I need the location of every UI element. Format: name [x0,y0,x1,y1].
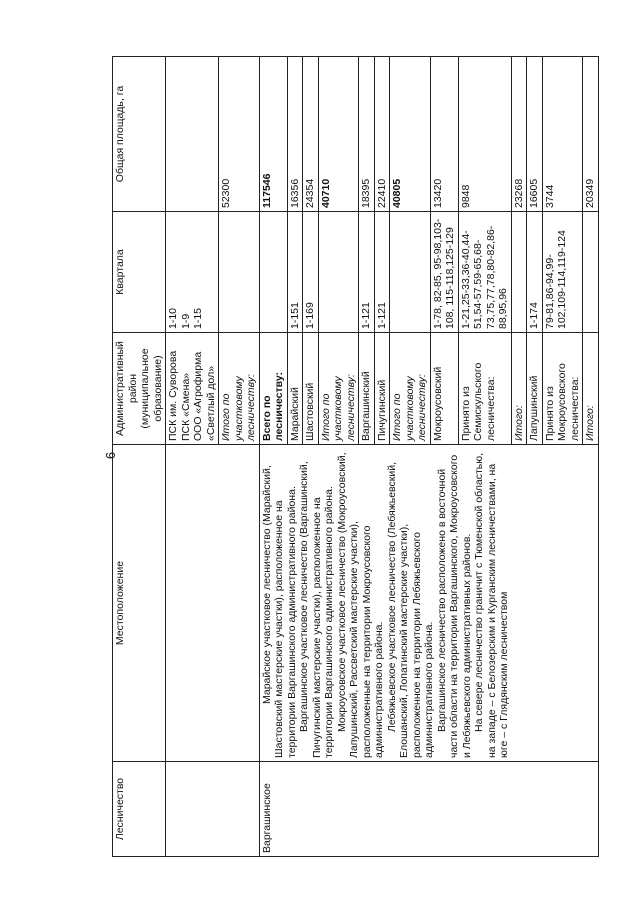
admin-name: Марайский [287,333,303,445]
quarters-value [583,212,599,333]
admin-itogo: Итого по участковому лесничеству: [390,333,431,445]
total-area: 117546 [259,57,287,212]
location-paragraph: Варгашинское участковое лесничество (Варгашинский, Пичугинский мастерские участки), расположенное на территории Варгашинского административного района. [298,461,335,758]
area-value: 22410 [374,57,390,212]
header-forestry: Лесничество [113,762,166,857]
location-paragraph: Варгашинское лесничество расположено в восточной части области на территории Варгашинского, Мокроусовского и Лебяжьевского административных районов. [435,454,473,758]
page-number: 6 [103,451,119,460]
area-value: 16356 [287,57,303,212]
area-value: 18395 [359,57,375,212]
quarters-value: 79-81,86-94,99-102,109-114,119-124 [542,212,583,333]
area-value: 23268 [511,57,527,212]
admin-name: Варгашинский [359,333,375,445]
location-paragraph: Лебяжьевское участковое лесничество (Лебяжьевский, Елошанский, Лопатинский мастерские участки), расположенное на территории Лебяжьевского административного района. [385,462,435,758]
admin-top-1: ПСК «Смена» [179,372,192,441]
admin-name: Шастовский [303,333,319,445]
header-location: Местоположение [113,445,166,762]
quarters-top-0: 1-10 [167,307,179,329]
area-value: 16605 [527,57,543,212]
area-itogo: 40710 [318,57,359,212]
location-paragraph: Марайское участковое лесничество (Марайский, Шастовский мастерские участки), расположенное на территории Варгашинского административного района. [260,465,298,758]
quarters-value [318,212,359,333]
quarters-value: 1-174 [527,212,543,333]
admin-top-0: ПСК им. Суворова [167,350,179,441]
total-label: Всего по лесничеству: [259,333,287,445]
quarters-value: 1-121 [374,212,390,333]
area-cell [166,57,219,212]
admin-itogo: Итого по участковому лесничеству: [318,333,359,445]
quarters-value: 1-121 [359,212,375,333]
quarters-value: 1-169 [303,212,319,333]
area-value: 13420 [430,57,458,212]
admin-cell [166,333,219,445]
admin-name: Лапушинский [527,333,543,445]
admin-name: Мокроусовский [430,333,458,445]
admin-name: Пичугинский [374,333,390,445]
area-value: 3744 [542,57,583,212]
table-row [166,57,219,857]
admin-itogo: Итого: [511,333,527,445]
quarters-value: 1-21,25-33,36-40,44-51,54-57,59-65,68-73,75,77,78,80-82,86-88,95,96 [458,212,511,333]
area-value: 20349 [583,57,599,212]
quarters-cell [166,212,219,333]
admin-name: Принято из Мокроусовского лесничества: [542,333,583,445]
table-row-total [259,57,287,857]
quarters-empty [219,212,260,333]
forestry-table [112,56,599,857]
quarters-value: 1-78, 82-85, 95-98,103-108, 115-118,125-129 [430,212,458,333]
area-value: 24354 [303,57,319,212]
quarters-value [511,212,527,333]
area-value: 9848 [458,57,511,212]
location-paragraph: На севере лесничество граничит с Тюменской областью, на западе – с Белозерским и Курганским лесничествами, на юге – с Глядянским лесничеством [473,452,510,758]
quarters-value [390,212,431,333]
header-quarters: Квартала [113,212,166,333]
area-itogo: 52300 [219,57,260,212]
admin-top-2: ООО «Агрофирма «Светлый дол» [192,351,217,441]
quarters-value: 1-151 [287,212,303,333]
admin-itogo: Итого: [583,333,599,445]
location-paragraph: Мокроусовское участковое лесничество (Мокроусовский, Лапушинский, Рассветский мастерские участки), расположенные на территории Мокроусовского административного района. [335,452,385,758]
forestry-cell-empty [166,762,260,857]
forestry-name: Варгашинское [259,762,598,857]
total-quarters [259,212,287,333]
area-itogo: 40805 [390,57,431,212]
rotated-table-wrapper [112,57,637,857]
quarters-top-2: 1-15 [192,307,204,329]
header-area: Общая площадь, га [113,57,166,212]
location-description [259,445,598,762]
admin-itogo: Итого по участковому лесничеству: [219,333,260,445]
header-admin: Административный район (муниципальное образование) [113,333,166,445]
quarters-top-1: 1-9 [179,313,192,329]
location-cell-empty [166,445,260,762]
admin-name: Принято из Семискульского лесничества: [458,333,511,445]
table-header-row [113,57,166,857]
